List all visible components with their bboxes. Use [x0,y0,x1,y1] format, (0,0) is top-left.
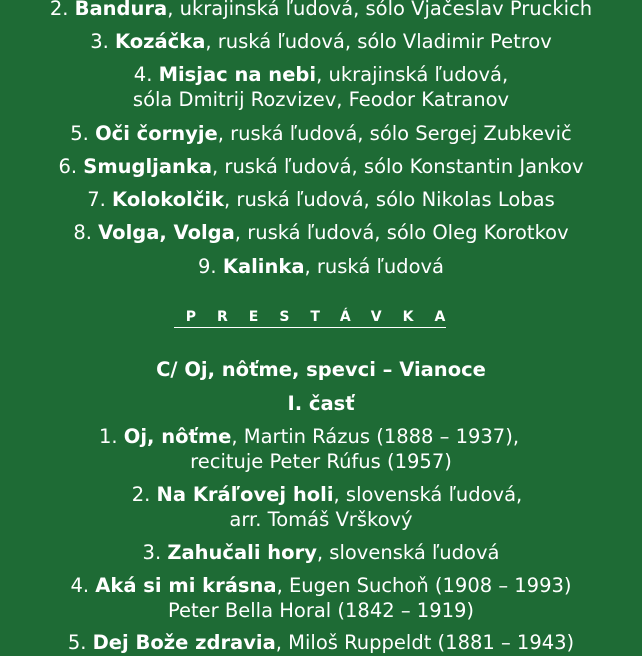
program-item-continuation: sóla Dmitrij Rozvizev, Feodor Katranov [132,88,510,111]
program-item: 5. Oči čornyje, ruská ľudová, sólo Sergej Zubkevič [70,122,572,145]
section-title: C/ Oj, nôťme, spevci – Vianoce [156,358,486,381]
item-title: Kalinka [222,255,305,278]
interlude-label: PRESTÁVKA [185,309,467,325]
interlude-underline [174,327,446,328]
program-item-continuation: recituje Peter Rúfus (1957) [190,450,452,473]
item-title: Volga, Volga [98,221,235,244]
program-item: 9. Kalinka, ruská ľudová [198,255,444,278]
program-item: 5. Dej Bože zdravia, Miloš Ruppeldt (1881 – 1943) [67,631,575,654]
program-item: 8. Volga, Volga, ruská ľudová, sólo Oleg Korotkov [73,221,569,244]
item-title: Oči čornyje [95,122,218,145]
program-item-continuation: arr. Tomáš Vrškový [229,508,413,531]
item-title: Kozáčka [115,30,206,53]
item-title: Misjac na nebi [158,63,317,86]
program-item: 4. Aká si mi krásna, Eugen Suchoň (1908 – 1993) [70,574,572,597]
program-item: 1. Oj, nôťme, Martin Rázus (1888 – 1937), [98,425,520,448]
program-item: 2. Bandura, ukrajinská ľudová, sólo Vjačeslav Pruckich [0,0,642,22]
item-title: Kolokolčik [112,188,225,211]
item-title: Dej Bože zdravia [92,631,276,654]
program-item: 3. Zahučali hory, slovenská ľudová [142,541,500,564]
program-item: 6. Smugljanka, ruská ľudová, sólo Konstantin Jankov [58,155,584,178]
program-item: 4. Misjac na nebi, ukrajinská ľudová, [133,63,509,86]
program-item: 7. Kolokolčik, ruská ľudová, sólo Nikolas Lobas [87,188,555,211]
program-item: 3. Kozáčka, ruská ľudová, sólo Vladimir Petrov [90,30,552,53]
program-item-continuation: Peter Bella Horal (1842 – 1919) [167,599,475,622]
item-title: Smugljanka [83,155,213,178]
part-title: I. časť [287,392,355,415]
item-title: Zahučali hory [167,541,317,564]
item-title: Oj, nôťme [123,425,232,448]
item-title: Na Kráľovej holi [156,483,334,506]
item-title: Bandura [74,0,168,20]
program-item: 2. Na Kráľovej holi, slovenská ľudová, [131,483,523,506]
item-title: Aká si mi krásna [95,574,277,597]
